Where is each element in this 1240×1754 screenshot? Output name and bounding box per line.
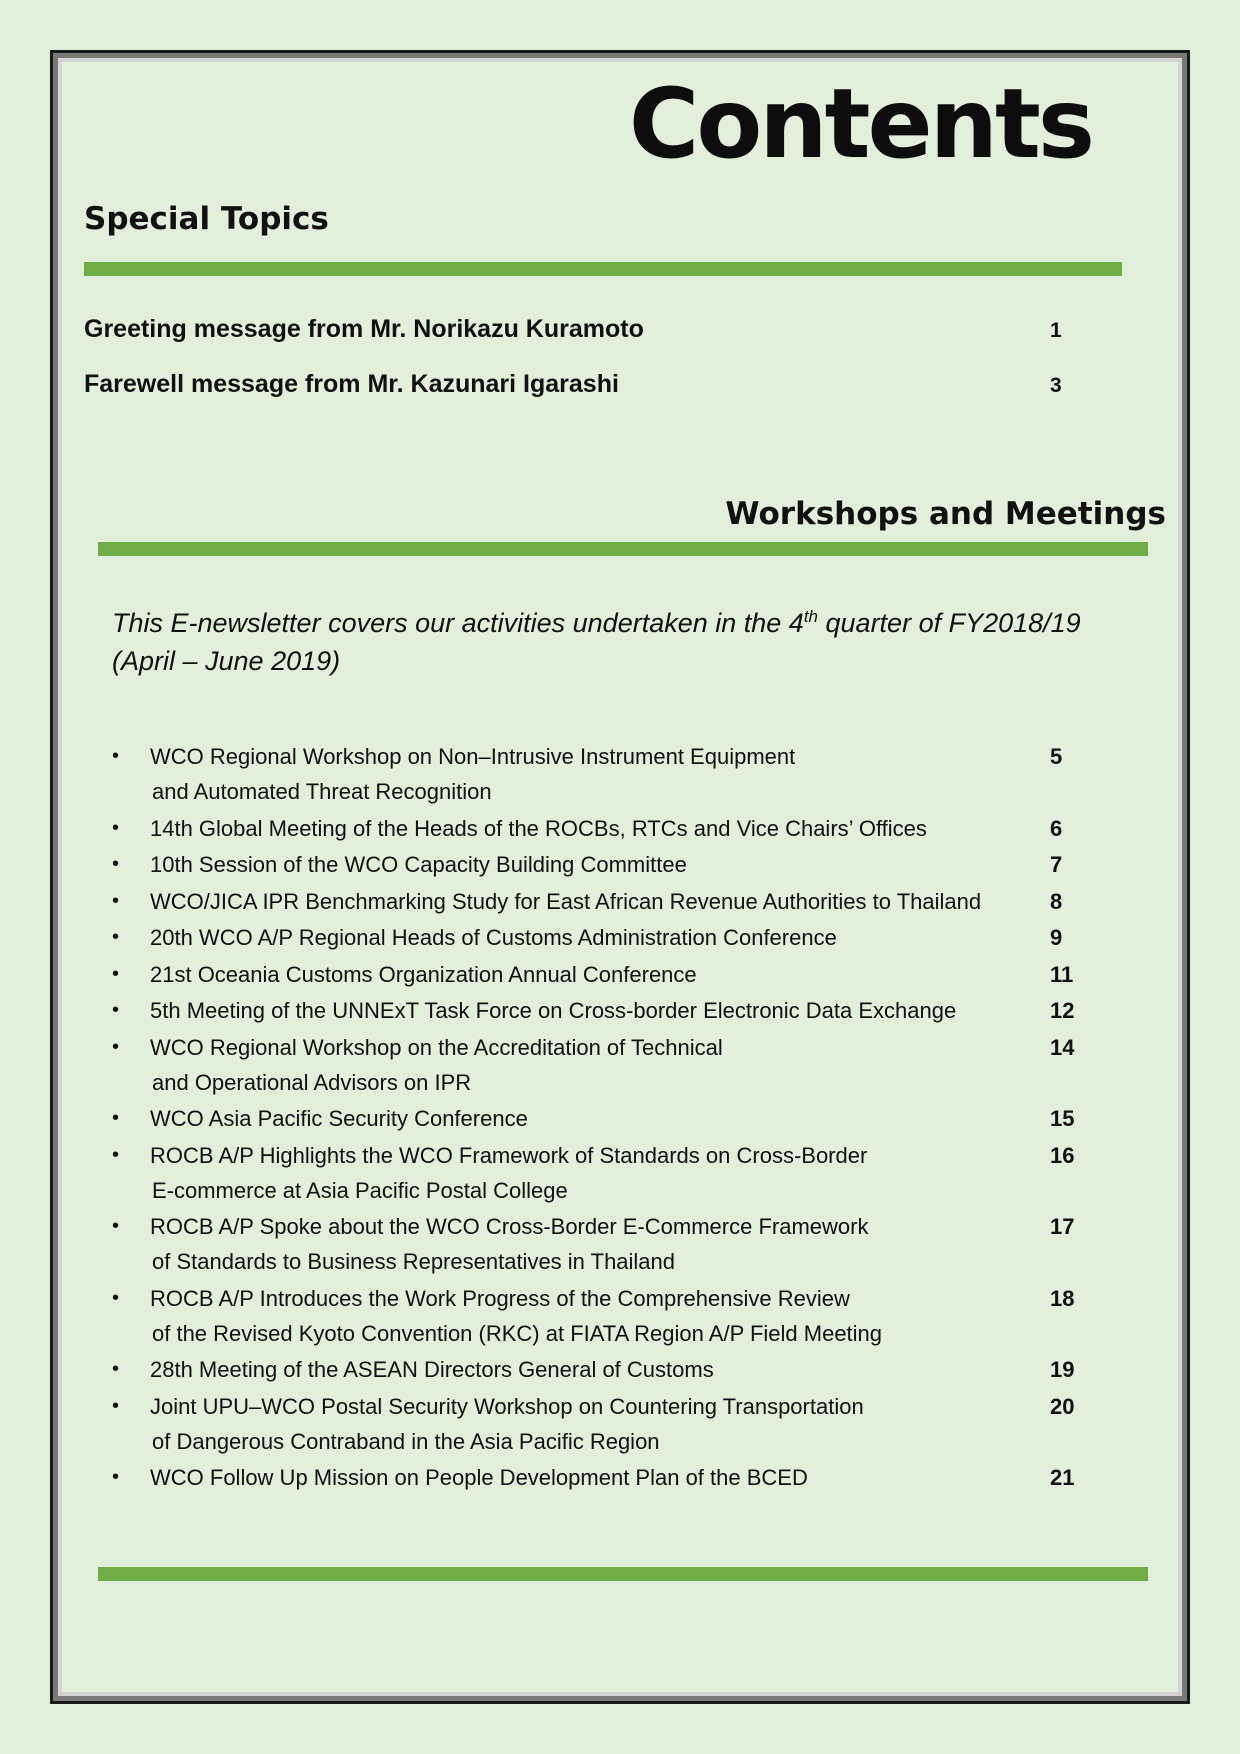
section-divider-bottom (98, 1567, 1148, 1581)
toc-entry-page-number: 18 (1050, 1285, 1075, 1311)
bullet-icon: • (112, 1358, 120, 1380)
intro-text: This E-newsletter covers our activities undertaken in the 4 (112, 608, 804, 638)
toc-entry-title: Joint UPU–WCO Postal Security Workshop on Countering Transportation (150, 1393, 864, 1419)
intro-paragraph (112, 604, 1112, 680)
toc-entry[interactable] (112, 993, 1112, 1028)
toc-entry[interactable] (112, 920, 1112, 955)
toc-entry[interactable] (112, 1281, 1112, 1351)
bullet-icon: • (112, 1394, 120, 1417)
toc-entry[interactable] (112, 811, 1112, 846)
toc-entry-special-topic[interactable] (84, 370, 1064, 399)
section-divider-workshops (98, 542, 1148, 556)
toc-entry[interactable] (112, 1101, 1112, 1136)
toc-entry-page-number: 1 (1050, 319, 1062, 342)
toc-entry-title: ROCB A/P Spoke about the WCO Cross-Border E-Commerce Framework (150, 1214, 869, 1239)
toc-entry[interactable] (112, 1389, 1112, 1459)
toc-entry[interactable] (112, 1209, 1112, 1279)
bullet-icon: • (112, 1466, 120, 1488)
special-topics-heading: Special Topics (84, 201, 329, 237)
toc-entry-label: Greeting message from Mr. Norikazu Kuramoto (84, 315, 644, 343)
toc-entry-title: 5th Meeting of the UNNExT Task Force on Cross-border Electronic Data Exchange (150, 998, 957, 1023)
toc-entry-page-number: 14 (1050, 1034, 1075, 1060)
toc-entry[interactable] (112, 1352, 1112, 1387)
bullet-icon: • (112, 1143, 120, 1166)
toc-entry-title: 14th Global Meeting of the Heads of the ROCBs, RTCs and Vice Chairs’ Offices (150, 815, 927, 841)
toc-entry-title-continued: of Standards to Business Representatives in Thailand (152, 1249, 676, 1274)
toc-entry-page-number: 12 (1050, 998, 1075, 1023)
toc-entry-page-number: 17 (1050, 1214, 1075, 1239)
toc-entry[interactable] (112, 957, 1112, 992)
toc-entry[interactable] (112, 1030, 1112, 1100)
toc-entry-page-number: 6 (1050, 815, 1063, 841)
toc-entry-title: WCO Follow Up Mission on People Development Plan of the BCED (150, 1465, 808, 1490)
toc-entry[interactable] (112, 1460, 1112, 1495)
toc-entry-title: ROCB A/P Highlights the WCO Framework of Standards on Cross-Border (150, 1142, 868, 1168)
toc-entry-title-continued: of Dangerous Contraband in the Asia Pacific Region (152, 1428, 660, 1454)
toc-entry-page-number: 8 (1050, 888, 1063, 914)
toc-entry-page-number: 19 (1050, 1357, 1075, 1382)
toc-entry-page-number: 5 (1050, 744, 1063, 769)
toc-entry-page-number: 9 (1050, 925, 1063, 950)
toc-entry[interactable] (112, 739, 1112, 809)
toc-entry-page-number: 20 (1050, 1393, 1075, 1419)
toc-entry-title-continued: and Automated Threat Recognition (152, 779, 492, 804)
toc-entry-title-continued: and Operational Advisors on IPR (152, 1069, 472, 1095)
toc-entry-title: 28th Meeting of the ASEAN Directors General of Customs (150, 1357, 714, 1382)
toc-entry-special-topic[interactable] (84, 315, 1064, 344)
toc-entry-title-continued: E-commerce at Asia Pacific Postal College (152, 1177, 568, 1203)
toc-entry[interactable] (112, 884, 1112, 919)
bullet-icon: • (112, 962, 120, 985)
toc-entry-title: ROCB A/P Introduces the Work Progress of the Comprehensive Review (150, 1285, 850, 1311)
bullet-icon: • (112, 1215, 120, 1237)
toc-entry-title: 20th WCO A/P Regional Heads of Customs Administration Conference (150, 925, 837, 950)
bullet-icon: • (112, 816, 120, 839)
bullet-icon: • (112, 1035, 120, 1058)
bullet-icon: • (112, 1107, 120, 1129)
toc-entry-page-number: 3 (1050, 374, 1062, 397)
workshops-toc-list (112, 739, 1112, 1497)
toc-entry[interactable] (112, 1138, 1112, 1208)
bullet-icon: • (112, 926, 120, 948)
toc-entry-page-number: 7 (1050, 852, 1063, 877)
intro-superscript: th (803, 607, 819, 626)
toc-entry-title: WCO Regional Workshop on Non–Intrusive Instrument Equipment (150, 744, 796, 769)
bullet-icon: • (112, 1286, 120, 1309)
toc-entry-label: Farewell message from Mr. Kazunari Igarashi (84, 370, 619, 398)
intro-date-range: (April – June 2019) (112, 646, 341, 676)
toc-entry-title: WCO/JICA IPR Benchmarking Study for East African Revenue Authorities to Thailand (150, 888, 982, 914)
toc-entry-page-number: 21 (1050, 1465, 1075, 1490)
bullet-icon: • (112, 853, 120, 875)
toc-entry-page-number: 11 (1050, 961, 1074, 987)
bullet-icon: • (112, 745, 120, 767)
toc-entry[interactable] (112, 847, 1112, 882)
section-divider-special-topics (84, 262, 1122, 276)
workshops-meetings-heading: Workshops and Meetings (725, 496, 1166, 532)
toc-entry-page-number: 16 (1050, 1142, 1075, 1168)
toc-entry-title-continued: of the Revised Kyoto Convention (RKC) at FIATA Region A/P Field Meeting (152, 1320, 883, 1346)
toc-entry-page-number: 15 (1050, 1106, 1075, 1131)
bullet-icon: • (112, 999, 120, 1021)
toc-entry-title: WCO Regional Workshop on the Accreditation of Technical (150, 1034, 723, 1060)
bullet-icon: • (112, 889, 120, 912)
toc-entry-title: 21st Oceania Customs Organization Annual Conference (150, 961, 697, 987)
toc-entry-title: WCO Asia Pacific Security Conference (150, 1106, 528, 1131)
intro-text-continued: quarter of FY2018/19 (818, 608, 1081, 638)
page-title: Contents (628, 68, 1092, 180)
toc-entry-title: 10th Session of the WCO Capacity Building Committee (150, 852, 687, 877)
